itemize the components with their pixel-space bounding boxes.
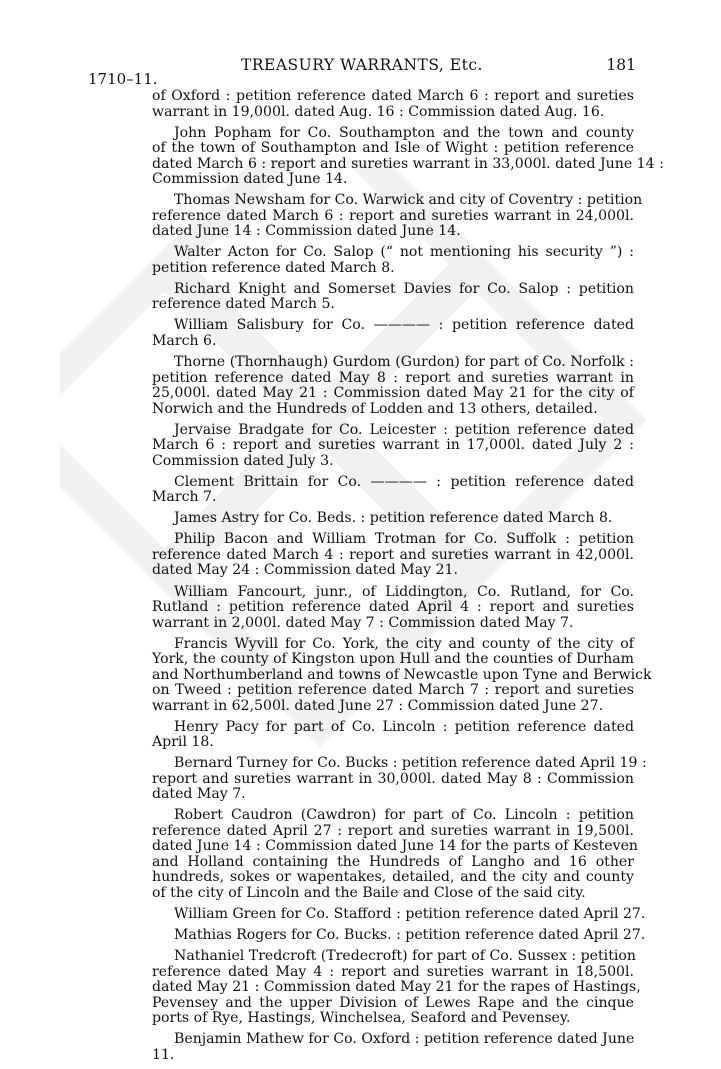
entry-line: petition reference dated May 8 : report and sureties warrant in: [152, 369, 634, 386]
entry-line: Thomas Newsham for Co. Warwick and city of Coventry : petition: [174, 192, 643, 209]
warrant-entry: [152, 318, 634, 349]
warrant-entry: [152, 807, 638, 901]
entry-line: William Salisbury for Co. ———— : petition reference dated: [174, 317, 634, 334]
entry-line: dated May 24 : Commission dated May 21.: [152, 562, 458, 579]
warrant-entry: [152, 475, 634, 506]
entry-line: March 6 : report and sureties warrant in 17,000l. dated July 2 :: [152, 437, 634, 454]
entry-line: and Northumberland and towns of Newcastle upon Tyne and Berwick: [152, 666, 652, 683]
entry-line: William Fancourt, junr., of Liddington, Co. Rutland, for Co.: [174, 583, 634, 600]
warrant-entry: [152, 532, 634, 579]
entry-line: Pevensey and the upper Division of Lewes Rape and the cinque: [152, 994, 634, 1011]
entry-line: of the town of Southampton and Isle of Wight : petition reference: [152, 140, 634, 157]
entry-line: petition reference dated March 8.: [152, 259, 395, 276]
entry-line: reference dated March 5.: [152, 296, 335, 313]
warrant-entry: [152, 192, 643, 240]
entry-line: hundreds, sokes or wapentakes, detailed, and the city and county: [152, 869, 634, 886]
entry-line: Mathias Rogers for Co. Bucks. : petition reference dated April 27.: [174, 927, 646, 944]
entry-line: Jervaise Bradgate for Co. Leicester : petition reference dated: [174, 421, 634, 438]
entry-line: reference dated May 4 : report and sureties warrant in 18,500l.: [152, 963, 634, 980]
entry-line: dated May 7.: [152, 786, 246, 803]
entry-line: reference dated April 27 : report and sureties warrant in 19,500l.: [152, 822, 634, 839]
warrant-entry: [152, 585, 634, 632]
warrant-entry: [152, 635, 652, 715]
entry-line: Nathaniel Tredcroft (Tredecroft) for part of Co. Sussex : petition: [174, 948, 636, 965]
warrant-entry: [152, 906, 646, 923]
entry-line: dated June 14 : Commission dated June 14 for the parts of Kesteven: [152, 838, 638, 855]
entry-line: reference dated March 4 : report and sureties warrant in 42,000l.: [152, 546, 634, 563]
entry-line: Robert Caudron (Cawdron) for part of Co. Lincoln : petition: [174, 807, 634, 824]
entry-line: Bernard Turney for Co. Bucks : petition reference dated April 19 :: [174, 755, 647, 772]
entry-line: of Oxford : petition reference dated March 6 : report and sureties: [152, 88, 634, 104]
entry-line: April 18.: [152, 734, 214, 751]
entry-line: and Holland containing the Hundreds of Langho and 16 other: [152, 853, 634, 870]
entry-line: Norwich and the Hundreds of Lodden and 13 others, detailed.: [152, 400, 598, 417]
entry-line: warrant in 19,000l. dated Aug. 16 : Commission dated Aug. 16.: [152, 103, 605, 120]
warrant-entry: [152, 282, 634, 313]
entry-line: dated June 14 : Commission dated June 14.: [152, 223, 461, 240]
warrant-entry: [152, 720, 634, 751]
entry-line: March 7.: [152, 489, 217, 506]
entry-line: William Green for Co. Stafford : petition reference dated April 27.: [174, 906, 646, 922]
entry-line: Philip Bacon and William Trotman for Co. Suffolk : petition: [174, 531, 634, 548]
warrant-entry: [152, 423, 634, 470]
entry-line: Walter Acton for Co. Salop (“ not mentioning his security ”) :: [174, 244, 634, 261]
entry-line: 11.: [152, 1046, 175, 1063]
entry-line: warrant in 62,500l. dated June 27 : Commission dated June 27.: [152, 697, 604, 714]
entry-line: Commission dated July 3.: [152, 452, 334, 469]
warrant-entry: [152, 511, 634, 527]
entry-line: dated May 21 : Commission dated May 21 for the rapes of Hastings,: [152, 979, 641, 996]
entry-line: warrant in 2,000l. dated May 7 : Commission dated May 7.: [152, 614, 574, 631]
warrant-entry: [152, 355, 634, 417]
entry-line: reference dated March 6 : report and sureties warrant in 24,000l.: [152, 207, 634, 224]
entry-line: Thorne (Thornhaugh) Gurdom (Gurdon) for part of Co. Norfolk :: [174, 354, 634, 371]
warrant-entry: [152, 755, 647, 803]
warrant-entry: [152, 89, 634, 120]
warrant-entry: [152, 124, 664, 188]
entry-line: York, the county of Kingston upon Hull and the counties of Durham: [152, 651, 634, 668]
entry-line: Henry Pacy for part of Co. Lincoln : petition reference dated: [174, 718, 634, 735]
entry-line: March 6.: [152, 332, 217, 349]
running-title: TREASURY WARRANTS, Etc.: [241, 56, 483, 74]
page-header: [88, 56, 636, 88]
entry-line: report and sureties warrant in 30,000l. dated May 8 : Commission: [152, 770, 634, 787]
entry-line: on Tweed : petition reference dated March 7 : report and sureties: [152, 682, 634, 699]
warrant-entry: [152, 1032, 634, 1063]
entry-line: ports of Rye, Hastings, Winchelsea, Seaford and Pevensey.: [152, 1010, 571, 1027]
entry-line: Clement Brittain for Co. ———— : petition reference dated: [174, 473, 634, 490]
entry-line: Benjamin Mathew for Co. Oxford : petition reference dated June: [174, 1031, 635, 1048]
entry-line: 25,000l. dated May 21 : Commission dated May 21 for the city of: [152, 385, 634, 402]
warrant-entry: [152, 948, 641, 1027]
entry-line: James Astry for Co. Beds. : petition reference dated March 8.: [174, 510, 613, 527]
page-body: [152, 88, 664, 1069]
entry-line: Commission dated June 14.: [152, 171, 348, 188]
page-number: 181: [606, 56, 636, 74]
warrant-entry: [152, 245, 634, 276]
entry-line: dated March 6 : report and sureties warrant in 33,000l. dated June 14 :: [152, 155, 664, 172]
entry-line: John Popham for Co. Southampton and the town and county: [174, 124, 634, 141]
warrant-entry: [152, 927, 646, 944]
entry-line: of the city of Lincoln and the Baile and Close of the said city.: [152, 884, 586, 901]
entry-line: Richard Knight and Somerset Davies for Co. Salop : petition: [174, 280, 634, 297]
entry-line: Rutland : petition reference dated April 4 : report and sureties: [152, 599, 634, 616]
header-years: 1710–11.: [88, 70, 158, 88]
entry-line: Francis Wyvill for Co. York, the city and county of the city of: [174, 635, 634, 652]
